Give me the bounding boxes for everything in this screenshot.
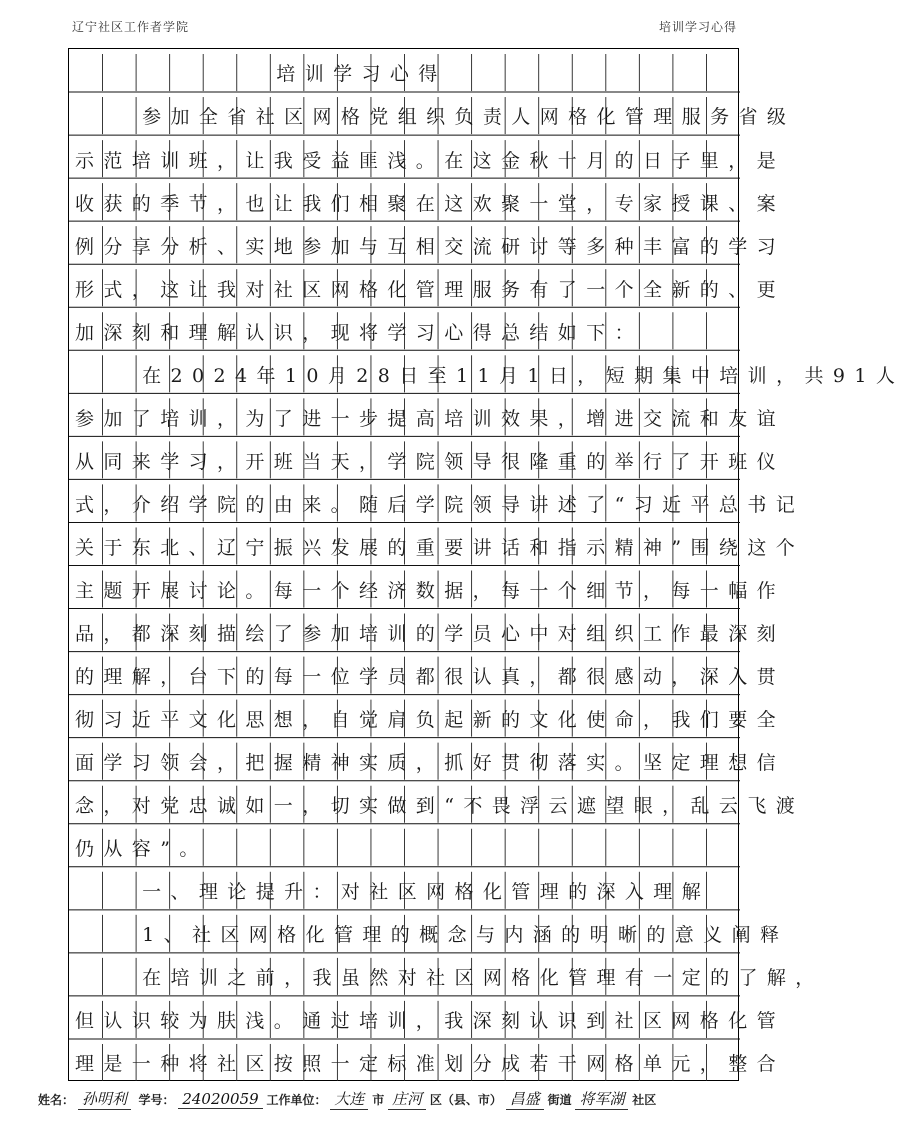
district-value: 庄河 — [388, 1088, 426, 1110]
essay-line: 仍从容”。 — [75, 838, 208, 861]
community-value: 将军湖 — [575, 1088, 628, 1110]
essay-line: 式，介绍学院的由来。随后学院领导讲述了“习近平总书记 — [75, 493, 805, 516]
essay-line: 彻习近平文化思想，自觉肩负起新的文化使命，我们要全 — [75, 709, 786, 732]
essay-line: 一、理论提升：对社区网格化管理的深入理解 — [142, 881, 711, 904]
essay-line: 从同来学习，开班当天，学院领导很隆重的举行了开班仪 — [75, 450, 786, 473]
id-value: 24020059 — [178, 1090, 262, 1109]
essay-line: 在培训之前，我虽然对社区网格化管理有一定的了解， — [142, 967, 824, 990]
street-value: 昌盛 — [506, 1088, 544, 1110]
essay-line: 参加了培训，为了进一步提高培训效果，增进交流和友谊 — [75, 407, 786, 430]
footer — [38, 1088, 758, 1110]
city-label: 市 — [372, 1093, 385, 1107]
street-label: 街道 — [547, 1093, 572, 1107]
essay-line: 理是一种将社区按照一定标准划分成若干网格单元，整合 — [75, 1053, 786, 1076]
essay-line: 1、社区网格化管理的概念与内涵的明晰的意义阐释 — [142, 924, 789, 947]
community-label: 社区 — [632, 1093, 657, 1107]
essay-line: 在2024年10月28日至11月1日，短期集中培训，共91人 — [142, 364, 904, 387]
essay-line: 品，都深刻描绘了参加培训的学员心中对组织工作最深刻 — [75, 622, 786, 645]
header-college-name: 辽宁社区工作者学院 — [72, 20, 190, 34]
essay-line: 例分享分析、实地参加与互相交流研讨等多种丰富的学习 — [75, 235, 786, 258]
header-doc-type: 培训学习心得 — [658, 20, 737, 34]
essay-line: 但认识较为肤浅。通过培训，我深刻认识到社区网格化管 — [75, 1010, 786, 1033]
essay-line: 参加全省社区网格党组织负责人网格化管理服务省级 — [142, 106, 796, 129]
unit-label: 工作单位： — [266, 1093, 327, 1107]
essay-line: 面学习领会，把握精神实质，抓好贯彻落实。坚定理想信 — [75, 752, 786, 775]
essay-line: 念，对党忠诚如一，切实做到“不畏浮云遮望眼，乱云飞渡 — [75, 795, 805, 818]
id-label: 学号： — [138, 1093, 175, 1107]
essay-line: 的理解，台下的每一位学员都很认真，都很感动，深入贯 — [75, 666, 786, 689]
name-label: 姓名： — [38, 1093, 75, 1107]
essay-line: 形式，这让我对社区网格化管理服务有了一个全新的、更 — [75, 278, 786, 301]
district-label: 区（县、市） — [429, 1093, 502, 1107]
essay-line: 加深刻和理解认识，现将学习心得总结如下： — [75, 321, 644, 344]
essay-line: 示范培训班，让我受益匪浅。在这金秋十月的日子里，是 — [75, 149, 786, 172]
essay-line: 主题开展讨论。每一个经济数据，每一个细节，每一幅作 — [75, 579, 786, 602]
city-value: 大连 — [330, 1088, 368, 1110]
essay-line: 收获的季节，也让我们相聚在这欢聚一堂，专家授课、案 — [75, 192, 786, 215]
grid-paper — [68, 48, 904, 1081]
name-value: 孙明利 — [78, 1088, 131, 1110]
essay-line: 关于东北、辽宁振兴发展的重要讲话和指示精神”围绕这个 — [75, 536, 805, 559]
essay-title: 培训学习心得 — [276, 63, 447, 86]
